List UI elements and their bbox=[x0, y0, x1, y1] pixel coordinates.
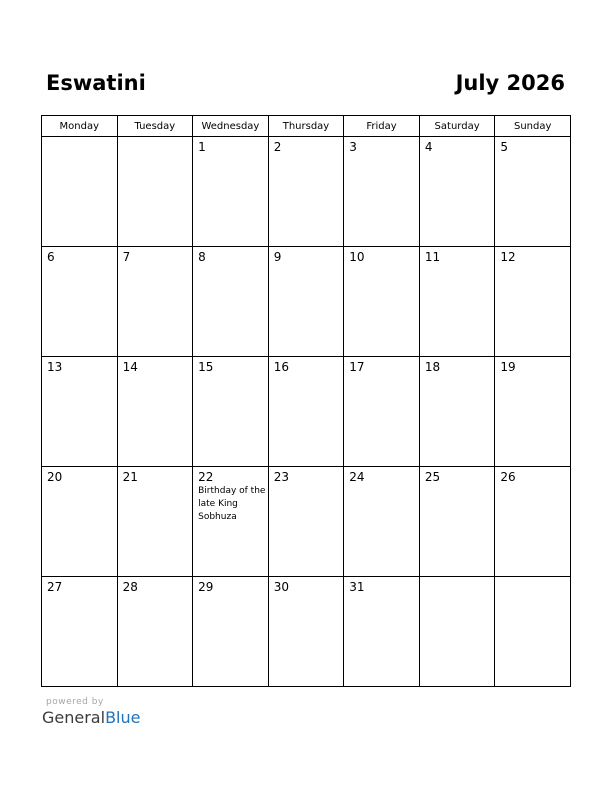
calendar-grid bbox=[41, 115, 571, 687]
day-cell bbox=[268, 577, 344, 687]
day-number: 19 bbox=[500, 360, 516, 374]
day-number: 8 bbox=[198, 250, 206, 264]
day-number: 17 bbox=[349, 360, 365, 374]
day-number: 11 bbox=[424, 250, 441, 264]
day-cell bbox=[42, 247, 118, 357]
day-cell bbox=[42, 467, 118, 577]
day-cell bbox=[268, 467, 344, 577]
day-number: 16 bbox=[273, 360, 289, 374]
day-cell bbox=[344, 577, 420, 687]
logo-text-blue: Blue bbox=[105, 708, 141, 727]
day-cell bbox=[419, 247, 495, 357]
day-cell bbox=[42, 137, 118, 247]
week-row bbox=[42, 467, 571, 577]
day-number: 23 bbox=[273, 470, 289, 484]
week-row bbox=[42, 247, 571, 357]
day-cell bbox=[193, 577, 269, 687]
day-number: 25 bbox=[424, 470, 441, 484]
day-number: 30 bbox=[273, 580, 289, 594]
day-cell bbox=[495, 137, 571, 247]
day-cell bbox=[42, 577, 118, 687]
day-number: 15 bbox=[198, 360, 214, 374]
day-cell bbox=[117, 357, 193, 467]
day-cell bbox=[268, 247, 344, 357]
day-number: 29 bbox=[198, 580, 214, 594]
day-cell bbox=[42, 357, 118, 467]
day-number: 22 bbox=[198, 470, 214, 484]
day-cell bbox=[419, 137, 495, 247]
day-cell bbox=[268, 137, 344, 247]
day-cell bbox=[193, 357, 269, 467]
week-row bbox=[42, 357, 571, 467]
day-number: 24 bbox=[349, 470, 365, 484]
day-number: 3 bbox=[349, 140, 357, 154]
weekday-header: Saturday bbox=[419, 116, 495, 137]
day-number: 1 bbox=[198, 140, 206, 154]
day-number: 28 bbox=[122, 580, 138, 594]
weekday-header-row bbox=[42, 116, 571, 137]
day-number: 6 bbox=[47, 250, 55, 264]
day-cell bbox=[495, 467, 571, 577]
weekday-header: Sunday bbox=[495, 116, 571, 137]
weekday-header: Friday bbox=[344, 116, 420, 137]
weekday-header: Wednesday bbox=[193, 116, 269, 137]
day-cell bbox=[117, 577, 193, 687]
week-row bbox=[42, 137, 571, 247]
day-cell bbox=[344, 247, 420, 357]
day-number: 31 bbox=[349, 580, 365, 594]
weekday-header: Tuesday bbox=[117, 116, 193, 137]
day-cell bbox=[193, 247, 269, 357]
day-cell bbox=[495, 247, 571, 357]
logo-text-general: General bbox=[42, 708, 106, 727]
day-number: 10 bbox=[349, 250, 365, 264]
day-number: 9 bbox=[273, 250, 282, 264]
day-cell bbox=[495, 577, 571, 687]
weekday-header: Thursday bbox=[268, 116, 344, 137]
day-number: 4 bbox=[424, 140, 433, 154]
month-title: July 2026 bbox=[455, 71, 565, 95]
holiday-event: Birthday of the late King Sobhuza bbox=[198, 486, 266, 522]
day-number: 2 bbox=[273, 140, 282, 154]
weekday-header: Monday bbox=[42, 116, 118, 137]
day-cell bbox=[419, 357, 495, 467]
day-cell bbox=[419, 467, 495, 577]
day-cell bbox=[344, 467, 420, 577]
day-number: 27 bbox=[47, 580, 63, 594]
day-cell bbox=[495, 357, 571, 467]
day-number: 12 bbox=[500, 250, 516, 264]
day-cell bbox=[344, 137, 420, 247]
week-row bbox=[42, 577, 571, 687]
day-cell bbox=[419, 577, 495, 687]
country-title: Eswatini bbox=[46, 71, 146, 95]
powered-by-label: powered by bbox=[46, 697, 104, 707]
day-cell bbox=[193, 467, 269, 577]
day-number: 7 bbox=[122, 250, 131, 264]
day-number: 20 bbox=[47, 470, 63, 484]
day-number: 18 bbox=[424, 360, 441, 374]
day-cell bbox=[268, 357, 344, 467]
day-cell bbox=[117, 247, 193, 357]
day-number: 14 bbox=[122, 360, 138, 374]
day-cell bbox=[117, 137, 193, 247]
day-number: 21 bbox=[122, 470, 138, 484]
day-number: 13 bbox=[47, 360, 63, 374]
day-cell bbox=[193, 137, 269, 247]
generalblue-logo[interactable] bbox=[42, 708, 140, 727]
day-cell bbox=[117, 467, 193, 577]
day-number: 5 bbox=[500, 140, 509, 154]
day-cell bbox=[344, 357, 420, 467]
day-number: 26 bbox=[500, 470, 516, 484]
